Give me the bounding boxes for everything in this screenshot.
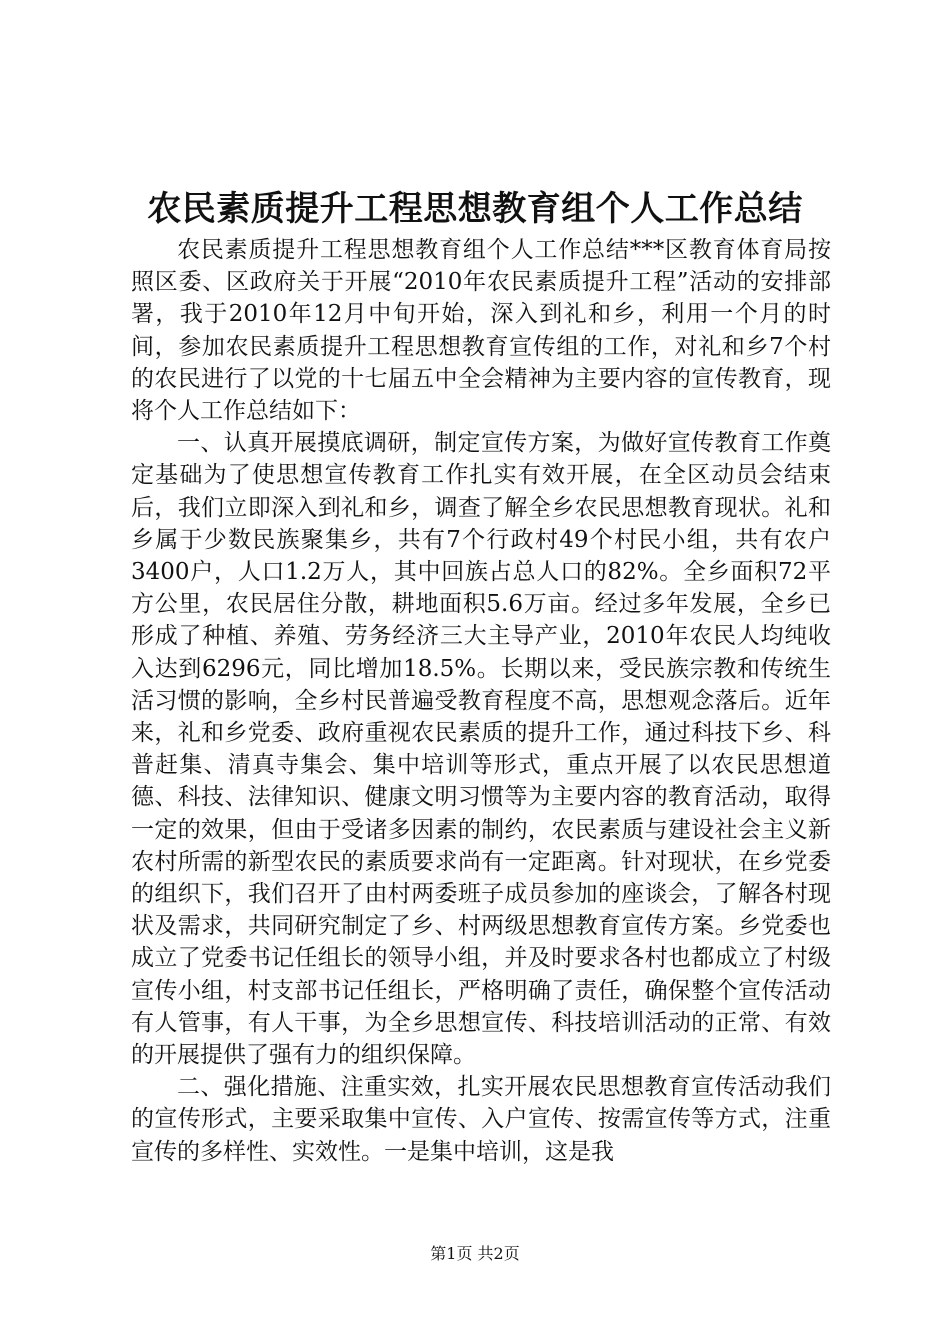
document-title: 农民素质提升工程思想教育组个人工作总结 <box>147 189 803 229</box>
paragraph-section-two: 二、强化措施、注重实效，扎实开展农民思想教育宣传活动我们的宣传形式，主要采取集中宣传、入户宣传、按需宣传等方式，注重宣传的多样性、实效性。一是集中培训，这是我 <box>131 1074 831 1165</box>
paragraph-section-one: 一、认真开展摸底调研，制定宣传方案，为做好宣传教育工作奠定基础为了使思想宣传教育工作扎实有效开展，在全区动员会结束后，我们立即深入到礼和乡，调查了解全乡农民思想教育现状。礼和乡属于少数民族聚集乡，共有7个行政村49个村民小组，共有农户3400户，人口1.2万人，其中回族占总人口的82%。全乡面积72平方公里，农民居住分散，耕地面积5.6万亩。经过多年发展，全乡已形成了种植、养殖、劳务经济三大主导产业，2010年农民人均纯收入达到6296元，同比增加18.5%。长期以来，受民族宗教和传统生活习惯的影响，全乡村民普遍受教育程度不高，思想观念落后。近年来，礼和乡党委、政府重视农民素质的提升工作，通过科技下乡、科普赶集、清真寺集会、集中培训等形式，重点开展了以农民思想道德、科技、法律知识、健康文明习惯等为主要内容的教育活动，取得一定的效果，但由于受诸多因素的制约，农民素质与建设社会主义新农村所需的新型农民的素质要求尚有一定距离。针对现状，在乡党委的组织下，我们召开了由村两委班子成员参加的座谈会，了解各村现状及需求，共同研究制定了乡、村两级思想教育宣传方案。乡党委也成立了党委书记任组长的领导小组，并及时要求各村也都成立了村级宣传小组，村支部书记任组长，严格明确了责任，确保整个宣传活动有人管事，有人干事，为全乡思想宣传、科技培训活动的正常、有效的开展提供了强有力的组织保障。 <box>131 430 831 1069</box>
page-number-footer: 第1页 共2页 <box>430 1244 520 1263</box>
paragraph-intro: 农民素质提升工程思想教育组个人工作总结***区教育体育局按照区委、区政府关于开展“2010年农民素质提升工程”活动的安排部署，我于2010年12月中旬开始，深入到礼和乡，利用一个月的时间，参加农民素质提升工程思想教育宣传组的工作，对礼和乡7个村的农民进行了以党的十七届五中全会精神为主要内容的宣传教育，现将个人工作总结如下： <box>131 237 831 425</box>
document-body <box>131 234 831 1168</box>
